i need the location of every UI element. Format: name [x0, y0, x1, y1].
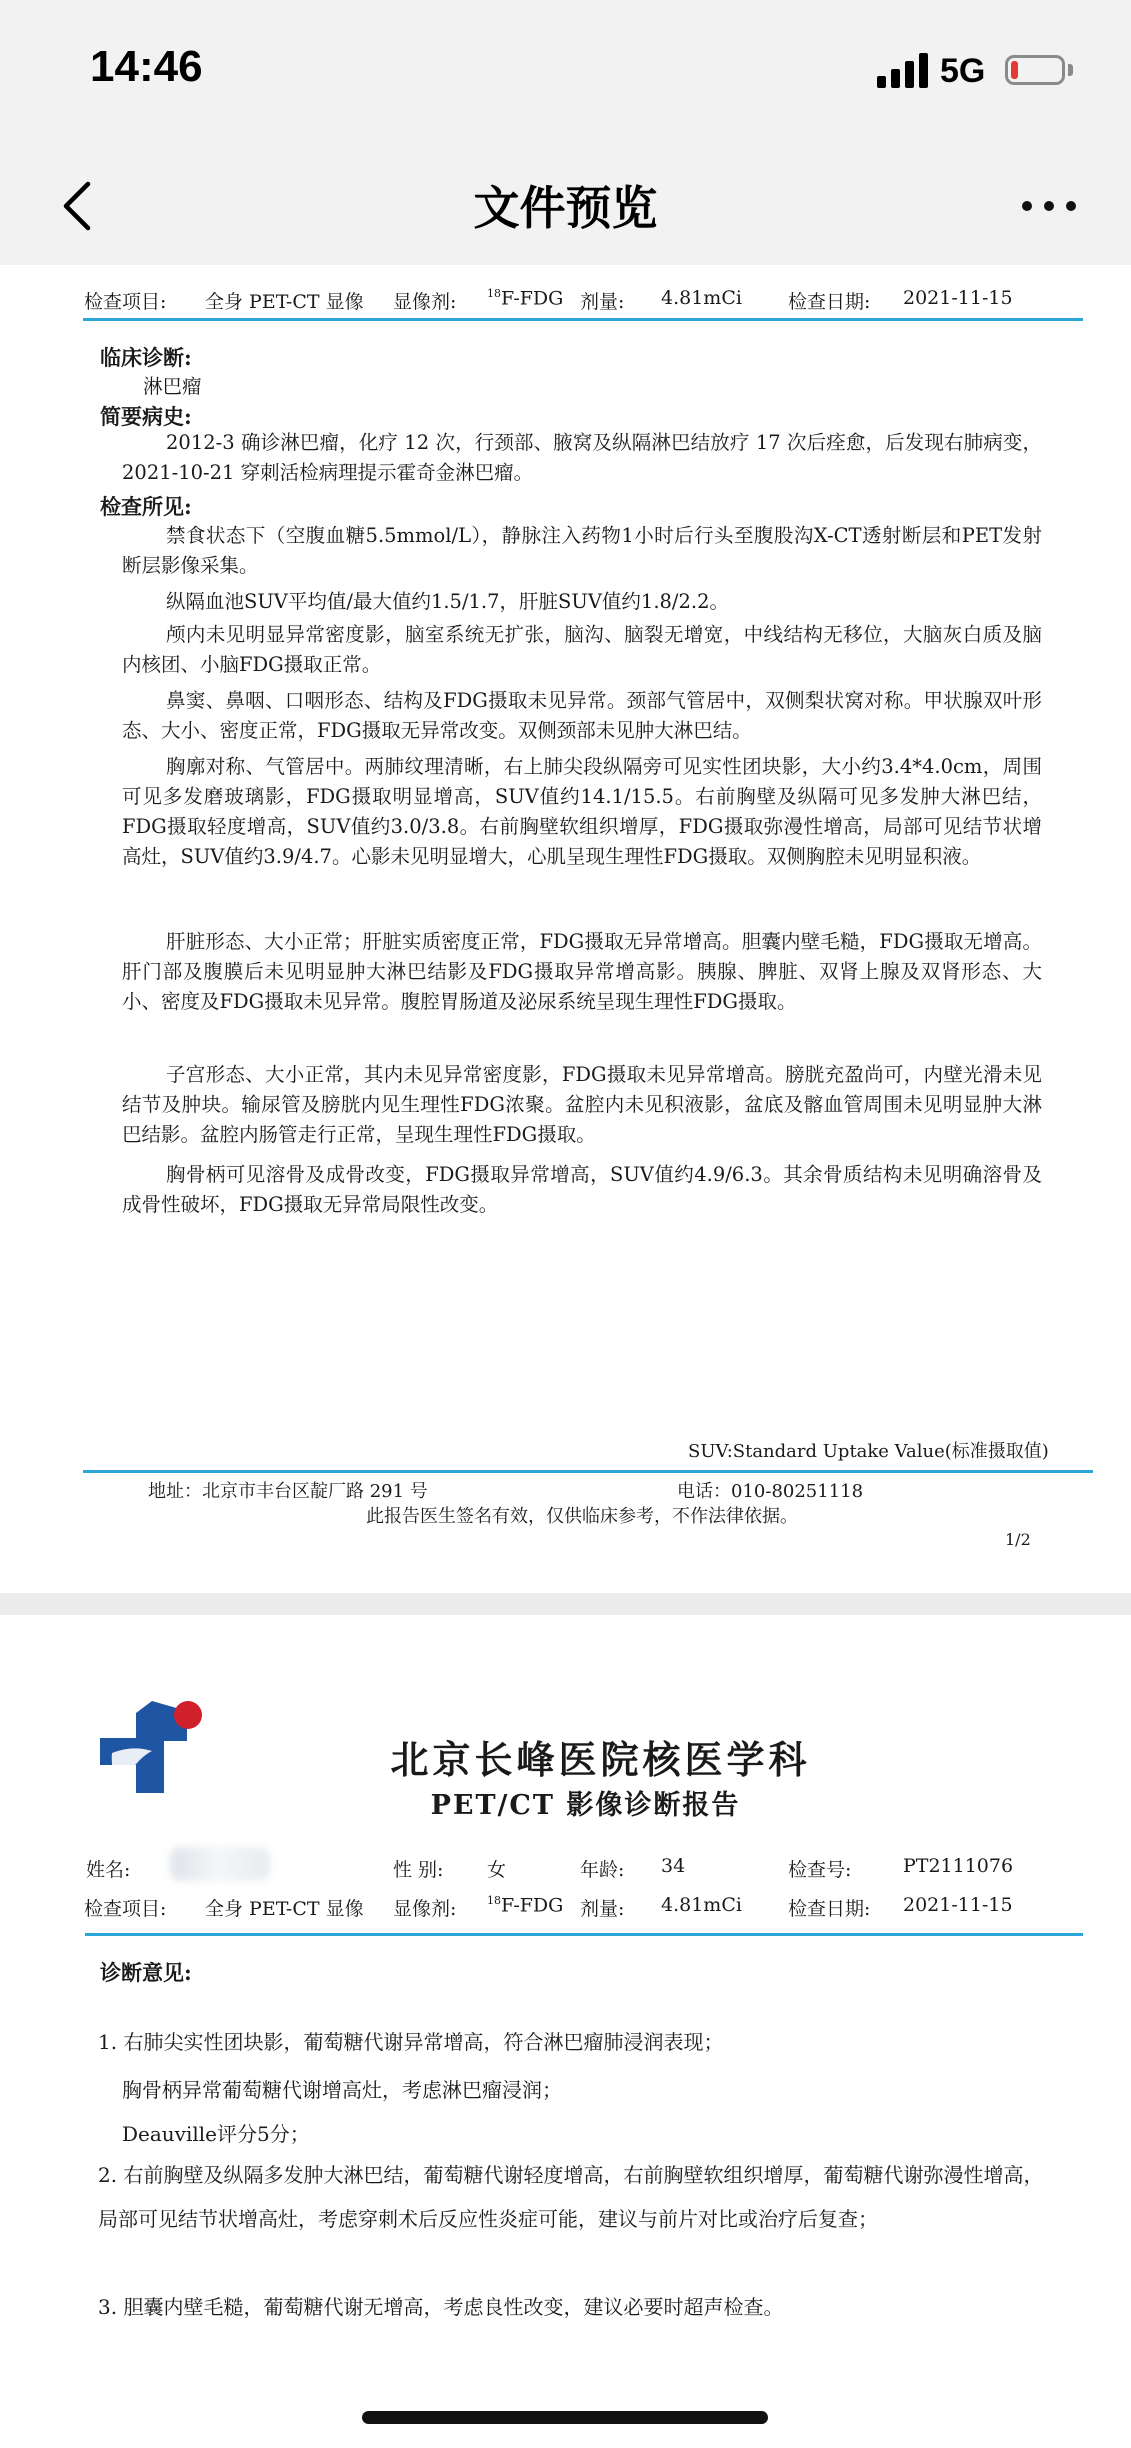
disclaimer: 此报告医生签名有效，仅供临床参考，不作法律依据。 [366, 1506, 798, 1527]
dose-label: 剂量: [580, 291, 625, 313]
diagnosis-item: 3. 胆囊内壁毛糙，葡萄糖代谢无增高，考虑良性改变，建议必要时超声检查。 [98, 2295, 784, 2319]
nav-bar [0, 150, 1131, 266]
agent-value: $^{18}$F-FDG [487, 287, 564, 310]
hospital-phone: 电话：010-80251118 [677, 1481, 864, 1502]
exam-item-value: 全身 PET-CT 显像 [205, 291, 364, 313]
finding-paragraph: 鼻窦、鼻咽、口咽形态、结构及FDG摄取未见异常。颈部气管居中，双侧梨状窝对称。甲状腺双叶形态、大小、密度正常，FDG摄取无异常改变。双侧颈部未见肿大淋巴结。 [122, 689, 1042, 742]
finding-paragraph: 肝脏形态、大小正常；肝脏实质密度正常，FDG摄取无异常增高。胆囊内壁毛糙，FDG摄取无增高。肝门部及腹膜后未见明显肿大淋巴结影及FDG摄取异常增高影。胰腺、脾脏、双肾上腺及双肾形态、大小、密度及FDG摄取未见异常。腹腔胃肠道及泌尿系统呈现生理性FDG摄取。 [122, 930, 1042, 1013]
exam-date-label: 检查日期: [788, 1898, 871, 1920]
finding-paragraph: 胸廓对称、气管居中。两肺纹理清晰，右上肺尖段纵隔旁可见实性团块影，大小约3.4*4.0cm，周围可见多发磨玻璃影，FDG摄取明显增高，SUV值约14.1/15.5。右前胸壁及纵隔可见多发肿大淋巴结，FDG摄取轻度增高，SUV值约3.0/3.8。右前胸壁软组织增厚，FDG摄取弥漫性增高，局部可见结节状增高灶，SUV值约3.9/4.7。心影未见明显增大，心肌呈现生理性FDG摄取。双侧胸腔未见明显积液。 [122, 755, 1042, 868]
redacted-name [170, 1847, 270, 1881]
agent-label: 显像剂: [393, 291, 457, 313]
exam-item-label: 检查项目: [84, 291, 167, 313]
document-page-1[interactable] [0, 265, 1131, 1593]
footer-divider [83, 1470, 1093, 1473]
agent-value: $^{18}$F-FDG [487, 1894, 564, 1917]
more-horizontal-icon[interactable] [1022, 198, 1078, 214]
hospital-name: 北京长峰医院核医学科 [390, 1737, 811, 1782]
diagnosis-item: 1. 右肺尖实性团块影，葡萄糖代谢异常增高，符合淋巴瘤肺浸润表现； [98, 2030, 724, 2054]
exam-info-row [0, 1886, 1131, 1926]
finding-paragraph: 颅内未见明显异常密度影，脑室系统无扩张，脑沟、脑裂无增宽，中线结构无移位，大脑灰白质及脑内核团、小脑FDG摄取正常。 [122, 623, 1042, 676]
page-title: 文件预览 [473, 181, 658, 235]
cellular-signal-icon [877, 52, 929, 88]
name-label: 姓名: [86, 1859, 131, 1881]
gender-value: 女 [487, 1859, 507, 1881]
exam-no-label: 检查号: [788, 1859, 852, 1881]
history-title: 简要病史: [100, 404, 192, 429]
clinical-dx-title: 临床诊断: [100, 345, 192, 370]
battery-level [1011, 61, 1018, 79]
header-divider [85, 1933, 1083, 1936]
home-indicator[interactable] [362, 2411, 768, 2424]
clinical-dx: 淋巴瘤 [143, 375, 202, 398]
dose-value: 4.81mCi [661, 287, 742, 309]
finding-paragraph: 禁食状态下（空腹血糖5.5mmol/L），静脉注入药物1小时后行头至腹股沟X-CT透射断层和PET发射断层影像采集。 [122, 524, 1042, 577]
history-text: 2012-3 确诊淋巴瘤，化疗 12 次，行颈部、腋窝及纵隔淋巴结放疗 17 次后痊愈，后发现右肺病变，2021-10-21 穿刺活检病理提示霍奇金淋巴瘤。 [122, 431, 1042, 484]
diagnosis-item: 2. 右前胸壁及纵隔多发肿大淋巴结，葡萄糖代谢轻度增高，右前胸壁软组织增厚，葡萄糖代谢弥漫性增高，局部可见结节状增高灶，考虑穿刺术后反应性炎症可能，建议与前片对比或治疗后复查； [98, 2163, 1044, 2231]
exam-item-label: 检查项目: [84, 1898, 167, 1920]
page-number: 1/2 [1005, 1530, 1031, 1549]
dose-value: 4.81mCi [661, 1894, 742, 1916]
finding-paragraph: 纵隔血池SUV平均值/最大值约1.5/1.7，肝脏SUV值约1.8/2.2。 [166, 590, 730, 613]
network-type: 5G [940, 52, 986, 90]
diagnosis-title: 诊断意见: [100, 1960, 192, 1985]
age-value: 34 [661, 1855, 686, 1877]
status-bar [0, 0, 1131, 150]
age-label: 年龄: [580, 1859, 625, 1881]
gender-label: 性 别: [393, 1859, 444, 1881]
status-time: 14:46 [90, 42, 203, 91]
exam-date-value: 2021-11-15 [903, 287, 1013, 309]
diagnosis-subitem: Deauville评分5分； [122, 2122, 310, 2146]
diagnosis-subitem: 胸骨柄异常葡萄糖代谢增高灶，考虑淋巴瘤浸润； [122, 2078, 562, 2102]
battery-icon [1005, 55, 1065, 85]
hospital-address: 地址：北京市丰台区靛厂路 291 号 [148, 1481, 428, 1502]
battery-tip [1068, 64, 1073, 76]
finding-paragraph: 子宫形态、大小正常，其内未见异常密度影，FDG摄取未见异常增高。膀胱充盈尚可，内壁光滑未见结节及肿块。输尿管及膀胱内见生理性FDG浓聚。盆腔内未见积液影，盆底及髂血管周围未见明显肿大淋巴结影。盆腔内肠管走行正常，呈现生理性FDG摄取。 [122, 1063, 1042, 1146]
findings-title: 检查所见: [100, 494, 192, 519]
report-title: PET/CT 影像诊断报告 [430, 1790, 741, 1821]
exam-item-value: 全身 PET-CT 显像 [205, 1898, 364, 1920]
agent-label: 显像剂: [393, 1898, 457, 1920]
dose-label: 剂量: [580, 1898, 625, 1920]
exam-no-value: PT2111076 [903, 1855, 1014, 1877]
exam-info-row [0, 279, 1131, 319]
document-page-2[interactable] [0, 1615, 1131, 2448]
finding-paragraph: 胸骨柄可见溶骨及成骨改变，FDG摄取异常增高，SUV值约4.9/6.3。其余骨质结构未见明确溶骨及成骨性破坏，FDG摄取无异常局限性改变。 [122, 1163, 1042, 1216]
exam-date-value: 2021-11-15 [903, 1894, 1013, 1916]
header-divider [83, 318, 1083, 321]
exam-date-label: 检查日期: [788, 291, 871, 313]
suv-note: SUV:Standard Uptake Value(标准摄取值) [688, 1441, 1049, 1462]
